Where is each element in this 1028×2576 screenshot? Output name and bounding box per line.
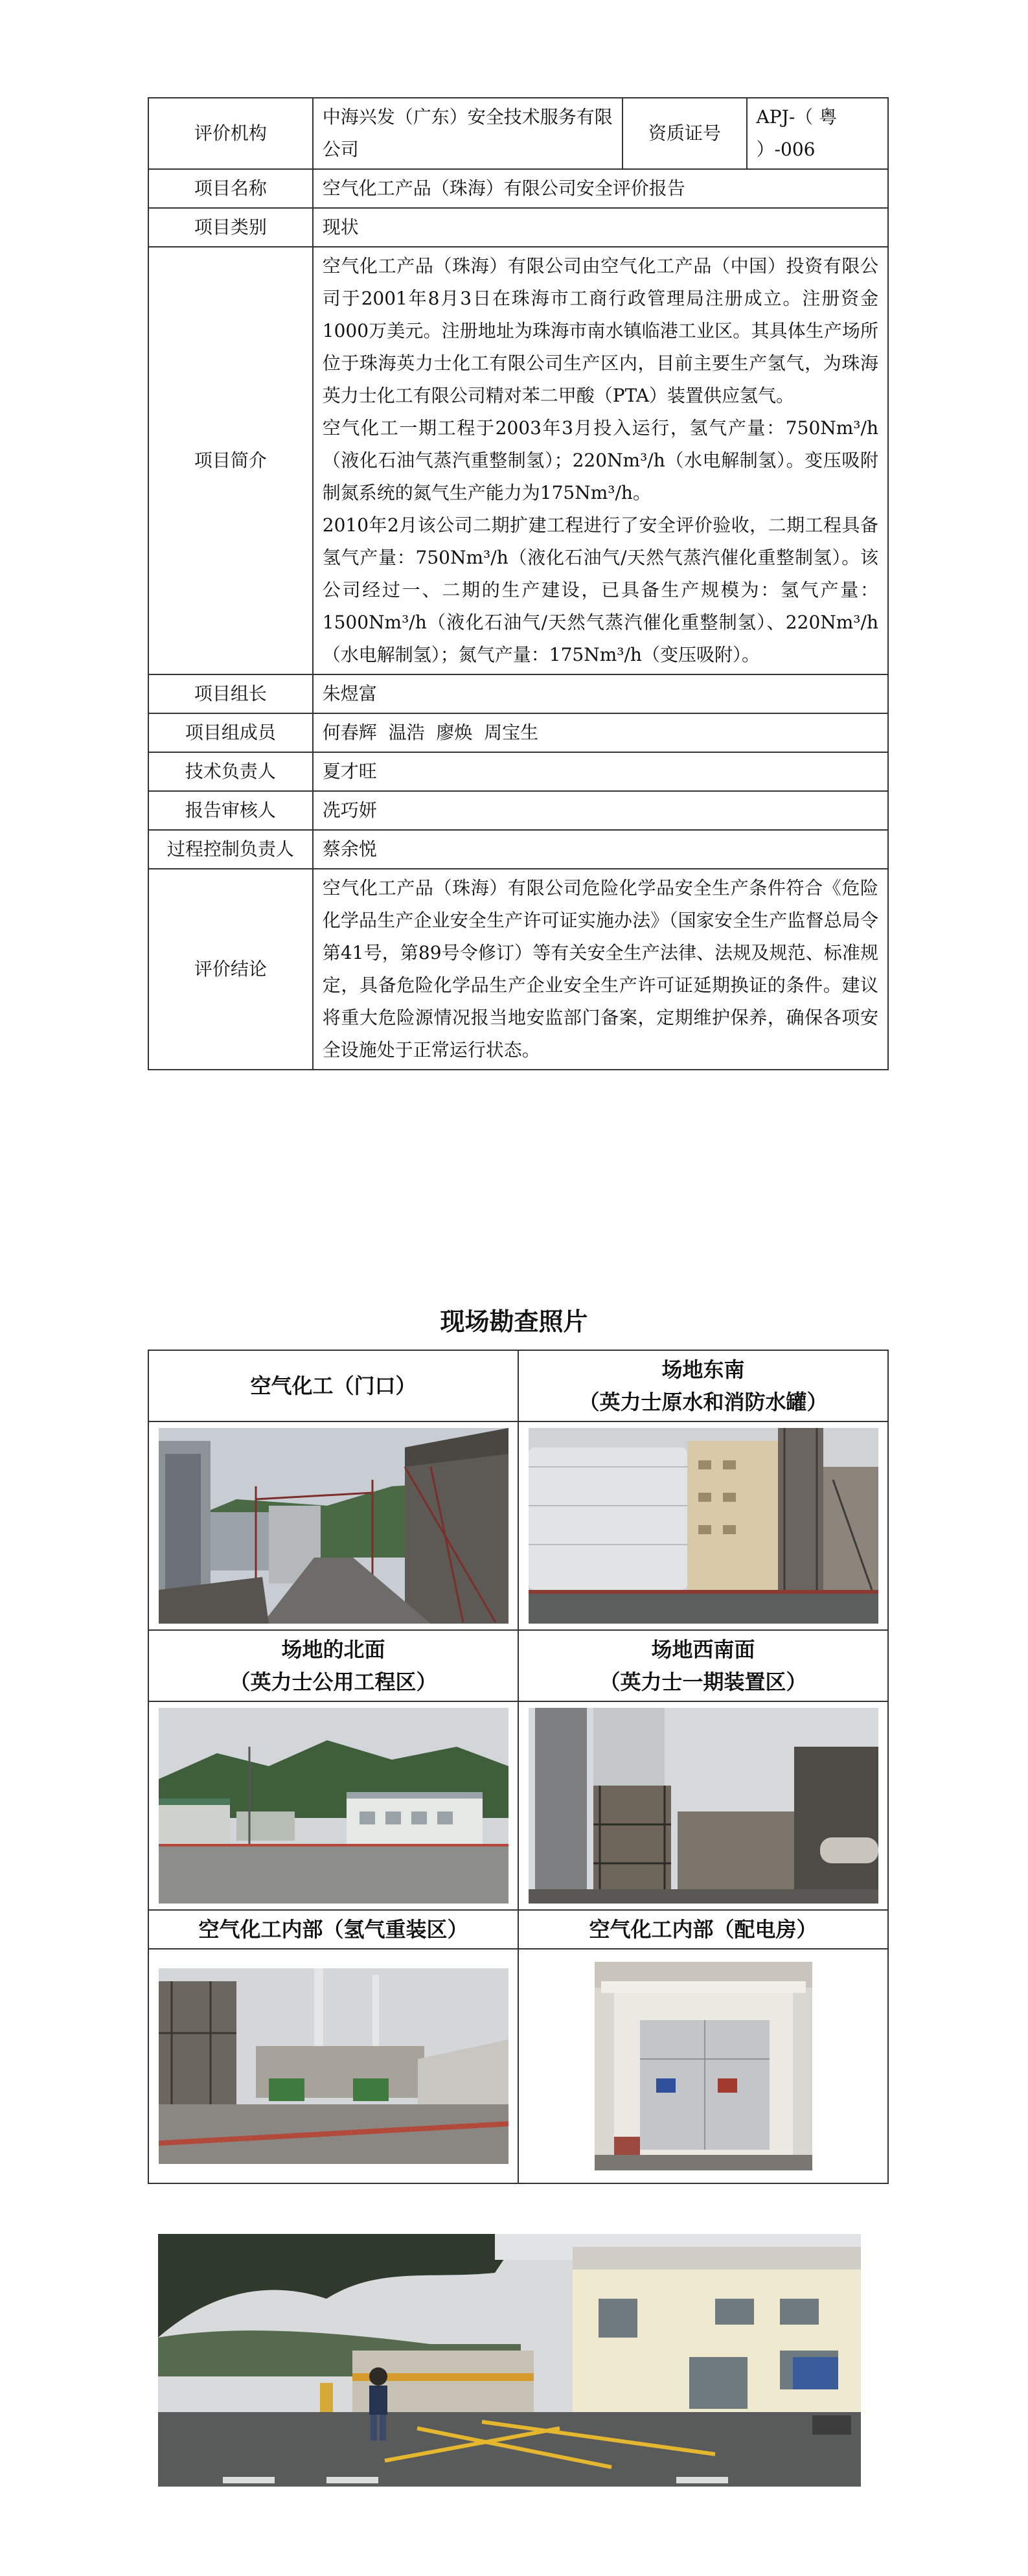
table-row: [148, 1910, 888, 1949]
project-type-value: 现状: [313, 208, 888, 247]
table-row: [148, 869, 888, 1070]
site-photo-table: [148, 1350, 889, 2184]
table-row: [148, 752, 888, 791]
photo-cell: [148, 1949, 518, 2183]
table-row: [148, 208, 888, 247]
photo-gate-image: [159, 1428, 508, 1624]
cert-label: 资质证号: [623, 98, 746, 169]
intro-paragraph: 2010年2月该公司二期扩建工程进行了安全评价验收，二期工程具备氢气产量：750Nm³/h（液化石油气/天然气蒸汽催化重整制氢）。该公司经过一、二期的生产建设，已具备生产规模为：氢气产量：1500Nm³/h（液化石油气/天然气蒸汽催化重整制氢）、220Nm³/h（水电解制氢）；氮气产量：175Nm³/h（变压吸附）。: [322, 514, 878, 665]
site-panorama-photo: [158, 2234, 861, 2487]
table-row: [148, 1949, 888, 2183]
photo-cell: [148, 1421, 518, 1630]
conclusion-value: 空气化工产品（珠海）有限公司危险化学品安全生产条件符合《危险化学品生产企业安全生产许可证实施办法》（国家安全生产监督总局令第41号，第89号令修订）等有关安全生产法律、法规及规范、标准规定，具备危险化学品生产企业安全生产许可证延期换证的条件。建议将重大危险源情况报当地安监部门备案，定期维护保养，确保各项安全设施处于正常运行状态。: [313, 869, 888, 1070]
photo-caption-north: 场地的北面 （英力士公用工程区）: [148, 1630, 518, 1701]
cert-value: APJ-（ 粤 ）-006: [747, 98, 888, 169]
project-name-value: 空气化工产品（珠海）有限公司安全评价报告: [313, 169, 888, 208]
reviewer-value: 冼巧妍: [313, 791, 888, 830]
leader-value: 朱煜富: [313, 674, 888, 713]
photo-cell: [518, 1701, 888, 1910]
photo-caption-hydrogen-area: 空气化工内部（氢气重装区）: [148, 1910, 518, 1949]
table-row: [148, 791, 888, 830]
table-row: [148, 674, 888, 713]
intro-label: 项目简介: [148, 247, 313, 674]
photo-cell: [518, 1949, 888, 2183]
org-label: 评价机构: [148, 98, 313, 169]
photo-cell: [148, 1701, 518, 1910]
photo-caption-southwest: 场地西南面 （英力士一期装置区）: [518, 1630, 888, 1701]
project-name-label: 项目名称: [148, 169, 313, 208]
photo-southwest-image: [529, 1708, 878, 1903]
intro-paragraph: 空气化工产品（珠海）有限公司由空气化工产品（中国）投资有限公司于2001年8月3日在珠海市工商行政管理局注册成立。注册资金1000万美元。注册地址为珠海市南水镇临港工业区。其具体生产场所位于珠海英力士化工有限公司生产区内，目前主要生产氢气，为珠海英力士化工有限公司精对苯二甲酸（PTA）装置供应氢气。: [322, 255, 878, 406]
intro-value: [313, 247, 888, 674]
photo-caption-power-room: 空气化工内部（配电房）: [518, 1910, 888, 1949]
tech-label: 技术负责人: [148, 752, 313, 791]
photo-caption-southeast: 场地东南 （英力士原水和消防水罐）: [518, 1350, 888, 1421]
table-row: [148, 98, 888, 169]
members-label: 项目组成员: [148, 713, 313, 752]
tech-value: 夏才旺: [313, 752, 888, 791]
photo-power-room-image: [595, 1962, 812, 2170]
photo-caption-gate: 空气化工（门口）: [148, 1350, 518, 1421]
leader-label: 项目组长: [148, 674, 313, 713]
org-value: 中海兴发（广东）安全技术服务有限公司: [313, 98, 623, 169]
photo-hydrogen-area-image: [159, 1968, 508, 2164]
project-type-label: 项目类别: [148, 208, 313, 247]
table-row: [148, 1701, 888, 1910]
photo-section-title: 现场勘查照片: [440, 1307, 588, 1336]
table-row: [148, 1350, 888, 1421]
conclusion-label: 评价结论: [148, 869, 313, 1070]
intro-paragraph: 空气化工一期工程于2003年3月投入运行，氢气产量：750Nm³/h（液化石油气蒸汽重整制氢）；220Nm³/h（水电解制氢）。变压吸附制氮系统的氮气生产能力为175Nm³/h。: [322, 417, 878, 503]
process-label: 过程控制负责人: [148, 830, 313, 869]
process-value: 蔡余悦: [313, 830, 888, 869]
table-row: [148, 830, 888, 869]
photo-cell: [518, 1421, 888, 1630]
table-row: [148, 713, 888, 752]
table-row: [148, 169, 888, 208]
table-row: [148, 1630, 888, 1701]
photo-southeast-image: [529, 1428, 878, 1624]
reviewer-label: 报告审核人: [148, 791, 313, 830]
table-row: [148, 1421, 888, 1630]
photo-north-image: [159, 1708, 508, 1903]
members-value: 何春辉 温浩 廖焕 周宝生: [313, 713, 888, 752]
table-row: [148, 247, 888, 674]
evaluation-info-table: [148, 97, 889, 1070]
